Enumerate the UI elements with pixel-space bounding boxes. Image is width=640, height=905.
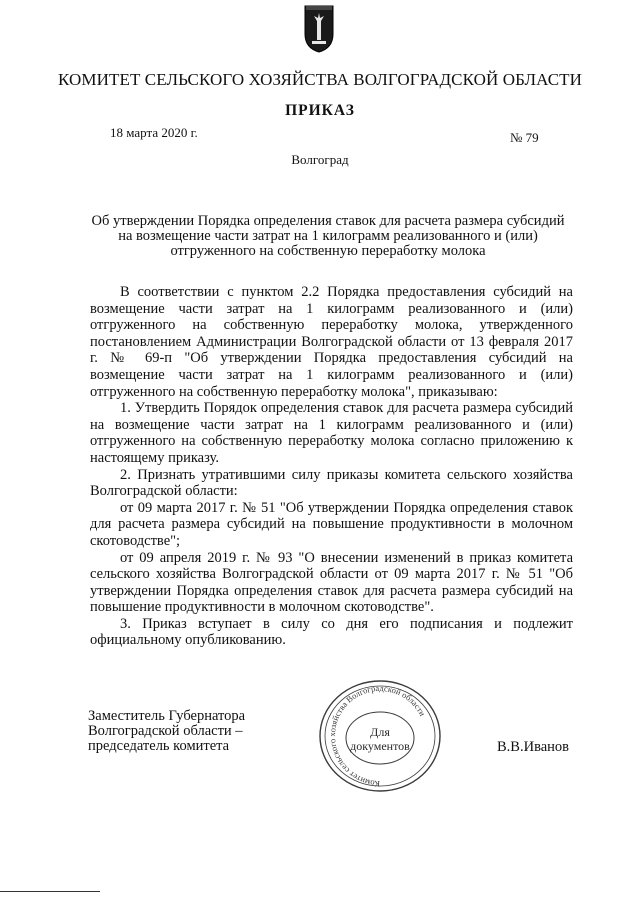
document-body (90, 284, 573, 649)
position-line: Заместитель Губернатора (88, 708, 246, 724)
position-line: Волгоградской области – (88, 723, 243, 739)
document-type-title: ПРИКАЗ (285, 102, 355, 119)
position-line: председатель комитета (88, 738, 230, 754)
document-number: № 79 (510, 130, 539, 145)
item-2a-paragraph: от 09 марта 2017 г. № 51 "Об утверждении Порядка определения ставок для расчета размера субсидий на повышение продуктивности в молочном скотоводстве"; (90, 499, 573, 549)
signatory-name: В.В.Иванов (497, 739, 570, 755)
document-subject: Об утверждении Порядка определения ставок для расчета размера субсидий на возмещение части затрат на 1 килограмм реализованного и (или) отгруженного на собственную переработку молока (91, 213, 565, 259)
item-2-paragraph: 2. Признать утратившими силу приказы комитета сельского хозяйства Волгоградской области: (90, 466, 573, 500)
preamble-paragraph: В соответствии с пунктом 2.2 Порядка предоставления субсидий на возмещение части затрат на 1 килограмм реализованного и (или) отгруженного на собственную переработку молока, утвержденного постановлением Администрации Волгоградской области от 13 февраля 2017 г. № 69-п "Об утверждении Порядка предоставления субсидий на возмещение части затрат на 1 килограмм реализованного и (или) отгруженного на собственную переработку молока", приказываю: (90, 284, 573, 400)
stamp-center-text: документов (350, 739, 410, 753)
item-3-paragraph: 3. Приказ вступает в силу со дня его подписания и подлежит официальному опубликованию. (90, 615, 573, 649)
volgograd-coat-of-arms-icon (303, 4, 335, 54)
stamp-center-text: Для (370, 725, 390, 739)
document-date: 18 марта 2020 г. (110, 125, 198, 140)
stamp-ring-text: Комитет сельского хозяйства Волгоградской области (326, 682, 428, 790)
item-2b-paragraph: от 09 апреля 2019 г. № 93 "О внесении изменений в приказ комитета сельского хозяйства Волгоградской области от 09 марта 2017 г. № 51 "Об утверждении Порядка определения ставок для расчета размера субсидий на повышение продуктивности в молочном скотоводстве". (90, 549, 573, 616)
item-1-paragraph: 1. Утвердить Порядок определения ставок для расчета размера субсидий на возмещение части затрат на 1 килограмм реализованного и (или) отгруженного на собственную переработку молока согласно приложению к настоящему приказу. (90, 400, 573, 466)
organization-name: КОМИТЕТ СЕЛЬСКОГО ХОЗЯЙСТВА ВОЛГОГРАДСКОЙ ОБЛАСТИ (57, 70, 582, 89)
footer-divider (0, 891, 100, 892)
signatory-position (88, 709, 245, 754)
official-stamp (315, 678, 445, 796)
document-city: Волгоград (291, 152, 349, 167)
